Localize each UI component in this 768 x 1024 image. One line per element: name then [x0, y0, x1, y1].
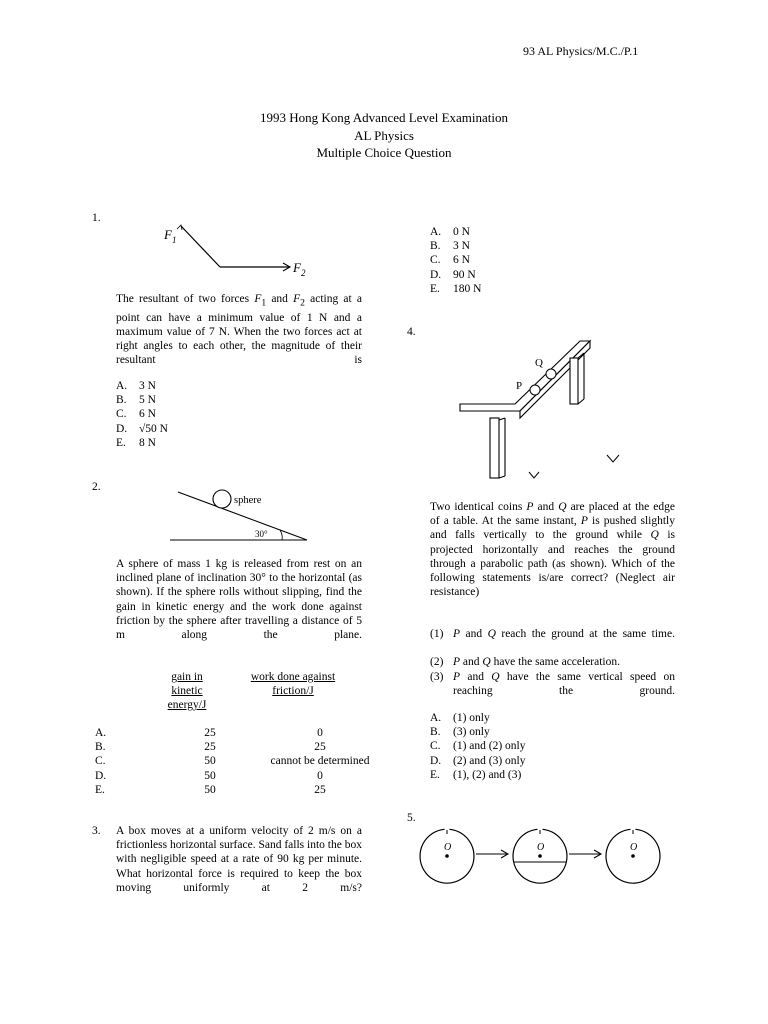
q2-incline-diagram — [170, 484, 350, 546]
q2-option-b[interactable] — [95, 740, 385, 754]
q4-option-d[interactable] — [430, 754, 526, 768]
q1-option-d[interactable] — [116, 422, 168, 436]
q5-disc-1-center — [445, 854, 449, 858]
option-text: 3 N — [453, 240, 470, 253]
q2-option-a[interactable] — [95, 726, 385, 740]
statement-number: (3) — [430, 670, 444, 683]
q1-text-part: acting at a point can have a minimum value of 1 N and a maximum value of 7 N. When the two forces act at right angles to each other, the magnitude of their resultant is — [116, 293, 362, 367]
q4-text-p: P — [580, 515, 588, 528]
option-letter: C. — [430, 740, 441, 753]
q4-leg-left — [490, 418, 499, 478]
col-header-line: energy/J — [167, 699, 207, 711]
option-letter: B. — [430, 240, 441, 253]
q2-col2-header — [234, 670, 352, 698]
q5-disc-3-label: O — [630, 842, 638, 853]
q3-option-b[interactable] — [430, 239, 481, 253]
q4-coin-p — [530, 385, 540, 395]
q5-disc-2-center — [538, 854, 542, 858]
q1-option-b[interactable] — [116, 393, 168, 407]
ke-value: 50 — [204, 783, 216, 796]
option-text: 90 N — [453, 268, 476, 281]
statement-var: Q — [482, 656, 491, 669]
q2-sphere-circle — [213, 490, 231, 508]
q3-options — [430, 225, 481, 296]
ke-value: 50 — [204, 755, 216, 768]
option-letter: A. — [116, 380, 128, 392]
work-value: 25 — [314, 741, 326, 754]
statement-var: P — [453, 628, 461, 640]
q4-leg-left-side — [499, 418, 505, 420]
q1-f1-label: F — [164, 227, 172, 242]
q3-option-a[interactable] — [430, 225, 481, 239]
q5-disc-2-label: O — [537, 842, 545, 853]
q4-option-a[interactable] — [430, 711, 526, 725]
q1-f2-sub: 2 — [301, 268, 306, 278]
work-value: 0 — [317, 769, 323, 782]
option-letter: C. — [95, 755, 106, 768]
q1-f2-label: F — [293, 260, 301, 275]
option-letter: B. — [95, 741, 106, 754]
option-letter: A. — [430, 226, 442, 238]
q4-statements — [430, 627, 675, 712]
title-line-3: Multiple Choice Question — [316, 145, 452, 160]
ke-value: 25 — [204, 741, 216, 754]
q2-options-table — [95, 726, 385, 797]
statement-text: and — [460, 670, 492, 683]
q4-text-part: is pushed slightly and falls vertically to the ground while — [430, 515, 675, 542]
q1-options — [116, 379, 168, 450]
q4-statement-3 — [430, 670, 675, 713]
statement-var: P — [453, 670, 461, 683]
option-text: (1) only — [453, 712, 490, 724]
statement-text: and — [460, 628, 488, 640]
q1-number: 1. — [92, 212, 101, 224]
work-value: 0 — [317, 727, 323, 739]
option-letter: A. — [430, 712, 442, 724]
title-line-2: AL Physics — [354, 127, 414, 143]
q4-text-part: are placed at the edge of a table. At the same instant, — [430, 501, 675, 528]
q4-option-e[interactable] — [430, 768, 526, 782]
statement-text: and — [460, 656, 483, 669]
option-letter: D. — [430, 268, 442, 281]
option-text: 0 N — [453, 226, 470, 238]
col-header-line: friction/J — [272, 685, 314, 697]
q2-option-d[interactable] — [95, 769, 385, 783]
option-text: 5 N — [139, 394, 156, 407]
q2-question-text: A sphere of mass 1 kg is released from rest on an inclined plane of inclination 30° to the horizontal (as shown). If the sphere rolls without slipping, find the gain in kinetic energy and the work done against friction by the sphere after travelling a distance of 5 m along the plane. — [116, 558, 362, 642]
option-letter: E. — [430, 768, 440, 781]
q4-table-diagram — [460, 336, 640, 486]
q1-question-text — [116, 292, 362, 382]
q2-option-e[interactable] — [95, 783, 385, 797]
q1-option-a[interactable] — [116, 379, 168, 393]
q2-angle-arc — [280, 530, 282, 540]
q3-option-c[interactable] — [430, 253, 481, 267]
option-text: 6 N — [453, 254, 470, 267]
q1-text-part: and — [266, 293, 294, 305]
q4-coin-p-label: P — [516, 380, 523, 392]
q2-option-c[interactable] — [95, 754, 385, 768]
q4-coin-q — [546, 369, 556, 379]
q4-statement-1 — [430, 627, 675, 655]
statement-text: have the same acceleration. — [490, 656, 621, 669]
statement-text: have the same vertical speed on reaching the ground. — [453, 670, 675, 697]
q4-text-part: is projected horizontally and reaches the ground through a parabolic path (as shown). Which of the following statements is/are correct? (Neglect air resistance) — [430, 529, 676, 599]
q5-disc-1-label: O — [444, 842, 452, 853]
option-text: √50 N — [139, 422, 168, 435]
q1-option-c[interactable] — [116, 407, 168, 421]
q2-col1-header — [154, 670, 220, 712]
statement-var: P — [453, 656, 461, 669]
option-text: (1), (2) and (3) — [453, 768, 522, 781]
statement-var: Q — [487, 628, 496, 640]
q4-text-part: Two identical coins — [430, 501, 527, 513]
q3-number: 3. — [92, 825, 101, 837]
option-letter: E. — [430, 282, 440, 295]
q4-text-q: Q — [650, 529, 659, 542]
work-value: cannot be determined — [270, 755, 370, 768]
statement-text: reach the ground at the same time. — [495, 628, 675, 640]
q4-question-text — [430, 500, 675, 614]
col-header-line: gain in — [171, 671, 203, 683]
option-letter: D. — [95, 769, 107, 782]
q3-question-text: A box moves at a uniform velocity of 2 m/s on a frictionless horizontal surface. Sand falls into the box with negligible speed at a rate of 90 kg per minute. What horizontal force is required to keep the box moving uniformly at 2 m/s? — [116, 825, 362, 894]
option-letter: A. — [95, 727, 107, 739]
q1-f1-arrow — [181, 226, 220, 267]
option-text: 180 N — [453, 282, 482, 295]
q1-text-f1: F — [254, 293, 262, 305]
q4-leg-right-foot — [578, 399, 584, 404]
q4-text-part: and — [533, 501, 559, 513]
q5-disc-3-center — [631, 854, 635, 858]
q4-number: 4. — [407, 326, 416, 338]
q5-number: 5. — [407, 812, 416, 824]
option-letter: B. — [430, 726, 441, 739]
q4-statement-2 — [430, 655, 675, 669]
exam-title — [0, 109, 768, 162]
q2-angle-label: 30° — [255, 529, 268, 539]
statement-var: Q — [491, 670, 500, 683]
statement-number: (2) — [430, 656, 444, 669]
option-letter: C. — [430, 254, 441, 267]
option-letter: E. — [116, 436, 126, 449]
q4-leg-right — [570, 358, 578, 404]
q1-text-f2-sub: 2 — [300, 297, 305, 309]
option-text: (2) and (3) only — [453, 754, 526, 767]
q4-table-front — [520, 341, 590, 418]
ke-value: 50 — [204, 769, 216, 782]
q4-text-q: Q — [558, 501, 567, 513]
q4-landing-mark-q — [607, 455, 619, 462]
ke-value: 25 — [204, 727, 216, 739]
q4-leg-left-foot — [499, 476, 505, 478]
option-text: 6 N — [139, 408, 156, 421]
option-letter: D. — [430, 754, 442, 767]
q1-f1-arrowhead — [177, 225, 182, 230]
option-letter: D. — [116, 422, 128, 435]
option-text: 8 N — [139, 436, 156, 449]
q1-option-e[interactable] — [116, 436, 168, 450]
q3-option-d[interactable] — [430, 268, 481, 282]
option-text: (3) only — [453, 726, 490, 739]
statement-number: (1) — [430, 628, 444, 640]
q4-landing-mark-p — [529, 472, 539, 478]
col-header-line: work done against — [250, 671, 336, 683]
option-text: 3 N — [139, 380, 156, 392]
option-letter: B. — [116, 394, 127, 407]
q4-option-b[interactable] — [430, 725, 526, 739]
q2-sphere-label: sphere — [234, 495, 262, 506]
q1-text-f1-sub: 1 — [261, 297, 267, 309]
option-letter: E. — [95, 783, 105, 796]
option-text: (1) and (2) only — [453, 740, 526, 753]
title-line-1: 1993 Hong Kong Advanced Level Examination — [259, 110, 509, 125]
q4-coin-q-label: Q — [535, 357, 543, 369]
q5-disc-diagram — [418, 826, 668, 886]
q1-text-f2: F — [293, 293, 301, 305]
q2-number: 2. — [92, 481, 101, 493]
col-header-line: kinetic — [171, 685, 203, 697]
q4-option-c[interactable] — [430, 739, 526, 753]
q1-text-part: The resultant of two forces — [116, 293, 255, 305]
q1-force-diagram — [150, 218, 320, 278]
q4-options — [430, 711, 526, 782]
q4-text-p: P — [526, 501, 534, 513]
q1-f1-sub: 1 — [172, 235, 177, 245]
page-reference: 93 AL Physics/M.C./P.1 — [523, 44, 639, 58]
option-letter: C. — [116, 408, 127, 421]
q3-option-e[interactable] — [430, 282, 481, 296]
work-value: 25 — [314, 783, 326, 796]
